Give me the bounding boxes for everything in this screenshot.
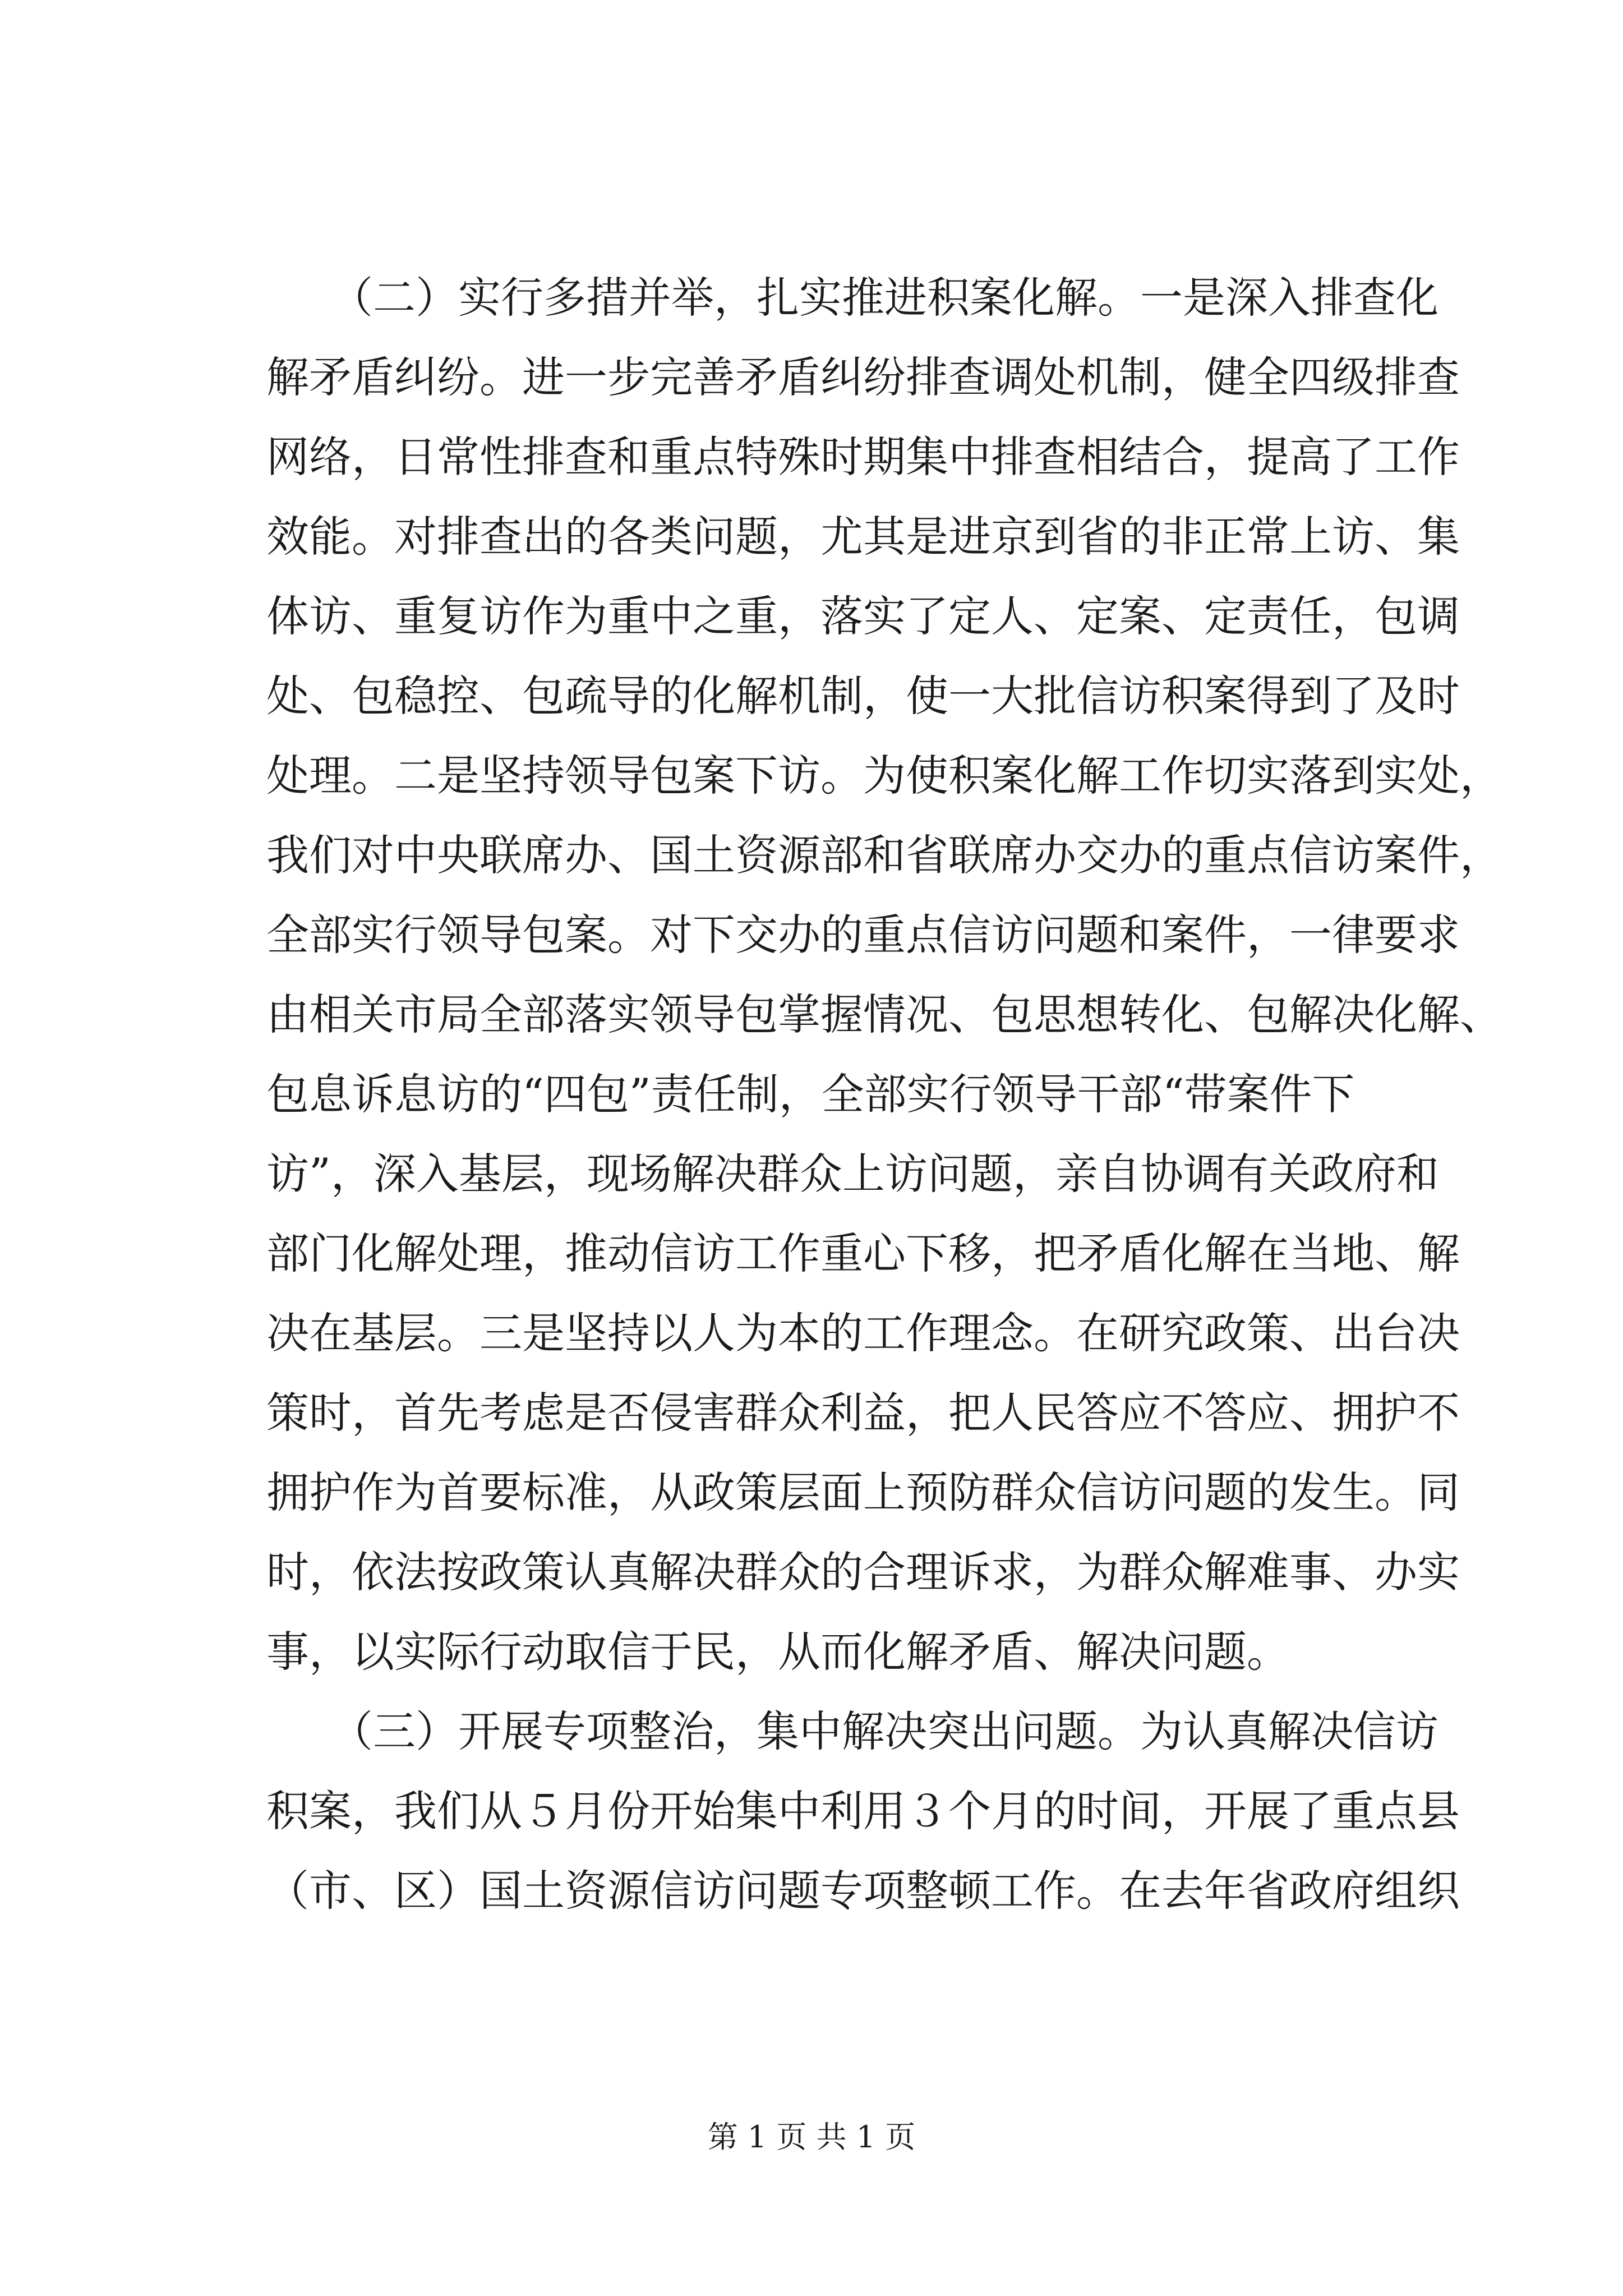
paragraph-line: 策时，首先考虑是否侵害群众利益，把人民答应不答应、拥护不 — [266, 1388, 1460, 1438]
paragraph-line: 时，依法按政策认真解决群众的合理诉求，为群众解难事、办实 — [266, 1547, 1460, 1597]
paragraph-line: 体访、重复访作为重中之重，落实了定人、定案、定责任，包调 — [266, 591, 1460, 641]
paragraph-line: 全部实行领导包案。对下交办的重点信访问题和案件，一律要求 — [266, 910, 1460, 960]
paragraph-line: 处理。二是坚持领导包案下访。为使积案化解工作切实落到实处， — [266, 751, 1502, 800]
paragraph-line: （市、区）国土资源信访问题专项整顿工作。在去年省政府组织 — [266, 1866, 1460, 1916]
paragraph-line: （二）实行多措并举，扎实推进积案化解。一是深入排查化 — [266, 273, 1438, 323]
paragraph-line: 事，以实际行动取信于民，从而化解矛盾、解决问题。 — [266, 1627, 1289, 1677]
paragraph-line: 由相关市局全部落实领导包掌握情况、包思想转化、包解决化解、 — [266, 990, 1502, 1039]
paragraph-line: 网络，日常性排查和重点特殊时期集中排查相结合，提高了工作 — [266, 432, 1460, 482]
paragraph-line: （三）开展专项整治，集中解决突出问题。为认真解决信访 — [266, 1706, 1438, 1756]
paragraph-line: 访”，深入基层，现场解决群众上访问题，亲自协调有关政府和 — [266, 1149, 1439, 1199]
paragraph-line: 处、包稳控、包疏导的化解机制，使一大批信访积案得到了及时 — [266, 671, 1460, 721]
paragraph-line: 积案，我们从５月份开始集中利用３个月的时间，开展了重点县 — [266, 1786, 1460, 1836]
paragraph-line: 包息诉息访的“四包”责任制，全部实行领导干部“带案件下 — [266, 1069, 1355, 1119]
paragraph-line: 部门化解处理，推动信访工作重心下移，把矛盾化解在当地、解 — [266, 1228, 1460, 1278]
page-number-footer: 第 1 页 共 1 页 — [707, 2119, 916, 2155]
paragraph-line: 我们对中央联席办、国土资源部和省联席办交办的重点信访案件， — [266, 830, 1502, 880]
paragraph-line: 决在基层。三是坚持以人为本的工作理念。在研究政策、出台决 — [266, 1308, 1460, 1358]
paragraph-line: 效能。对排查出的各类问题，尤其是进京到省的非正常上访、集 — [266, 512, 1460, 562]
paragraph-line: 拥护作为首要标准，从政策层面上预防群众信访问题的发生。同 — [266, 1467, 1460, 1517]
paragraph-line: 解矛盾纠纷。进一步完善矛盾纠纷排查调处机制，健全四级排查 — [266, 352, 1460, 402]
